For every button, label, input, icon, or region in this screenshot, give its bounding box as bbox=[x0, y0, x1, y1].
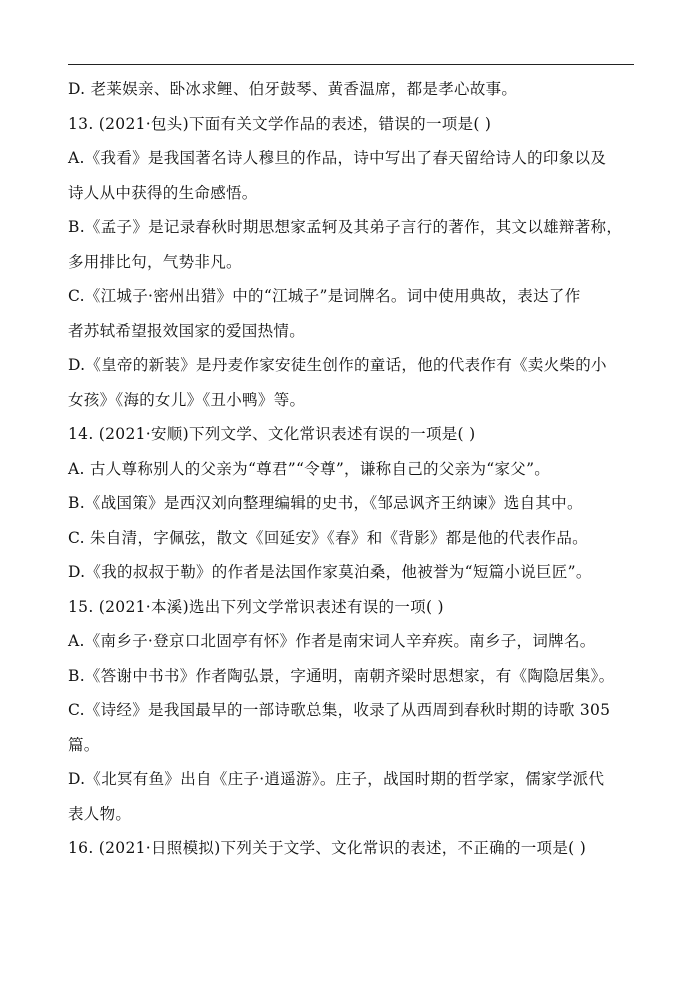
q13-option-c-line2: 者苏轼希望报效国家的爱国热情。 bbox=[68, 321, 306, 340]
q13-option-d-line1: D.《皇帝的新装》是丹麦作家安徒生创作的童话，他的代表作有《卖火柴的小 bbox=[68, 356, 607, 374]
q13-option-a-line1: A.《我看》是我国著名诗人穆旦的作品，诗中写出了春天留给诗人的印象以及 bbox=[68, 149, 607, 167]
q14-option-c: C. 朱自清，字佩弦，散文《回延安》《春》和《背影》都是他的代表作品。 bbox=[68, 528, 588, 547]
q14-option-b: B.《战国策》是西汉刘向整理编辑的史书，《邹忌讽齐王纳谏》选自其中。 bbox=[68, 494, 583, 512]
q13-option-b-line1: B.《孟子》是记录春秋时期思想家孟轲及其弟子言行的著作，其文以雄辩著称， bbox=[68, 218, 623, 236]
q15-option-c-line2: 篇。 bbox=[68, 735, 100, 754]
q14-option-a: A. 古人尊称别人的父亲为“尊君”“令尊”，谦称自己的父亲为“家父”。 bbox=[68, 459, 551, 478]
q14-option-d: D.《我的叔叔于勒》的作者是法国作家莫泊桑，他被誉为“短篇小说巨匠”。 bbox=[68, 563, 592, 581]
question-16-stem: 16. (2021·日照模拟)下列关于文学、文化常识的表述，不正确的一项是( ) bbox=[68, 839, 587, 857]
q15-option-a: A.《南乡子·登京口北固亭有怀》作者是南宋词人辛弃疾。南乡子，词牌名。 bbox=[68, 632, 596, 650]
q15-option-d-line2: 表人物。 bbox=[68, 804, 132, 823]
q13-option-d-line2: 女孩》《海的女儿》《丑小鸭》等。 bbox=[68, 390, 306, 409]
header-rule bbox=[68, 64, 634, 65]
q13-option-c-line1: C.《江城子·密州出猎》中的“江城子”是词牌名。词中使用典故，表达了作 bbox=[68, 287, 581, 305]
option-d-q12: D. 老莱娱亲、卧冰求鲤、伯牙鼓琴、黄香温席，都是孝心故事。 bbox=[68, 80, 518, 98]
question-13-stem: 13. (2021·包头)下面有关文学作品的表述，错误的一项是( ) bbox=[68, 114, 492, 133]
document-body bbox=[68, 72, 636, 866]
question-15-stem: 15. (2021·本溪)选出下列文学常识表述有误的一项( ) bbox=[68, 597, 444, 616]
q15-option-d-line1: D.《北冥有鱼》出自《庄子·逍遥游》。庄子，战国时期的哲学家，儒家学派代 bbox=[68, 770, 605, 788]
q13-option-a-line2: 诗人从中获得的生命感悟。 bbox=[68, 183, 258, 202]
q15-option-c-line1: C.《诗经》是我国最早的一部诗歌总集，收录了从西周到春秋时期的诗歌 305 bbox=[68, 701, 611, 719]
q13-option-b-line2: 多用排比句，气势非凡。 bbox=[68, 252, 242, 271]
q15-option-b: B.《答谢中书书》作者陶弘景，字通明，南朝齐梁时思想家，有《陶隐居集》。 bbox=[68, 666, 615, 685]
question-14-stem: 14. (2021·安顺)下列文学、文化常识表述有误的一项是( ) bbox=[68, 425, 476, 443]
